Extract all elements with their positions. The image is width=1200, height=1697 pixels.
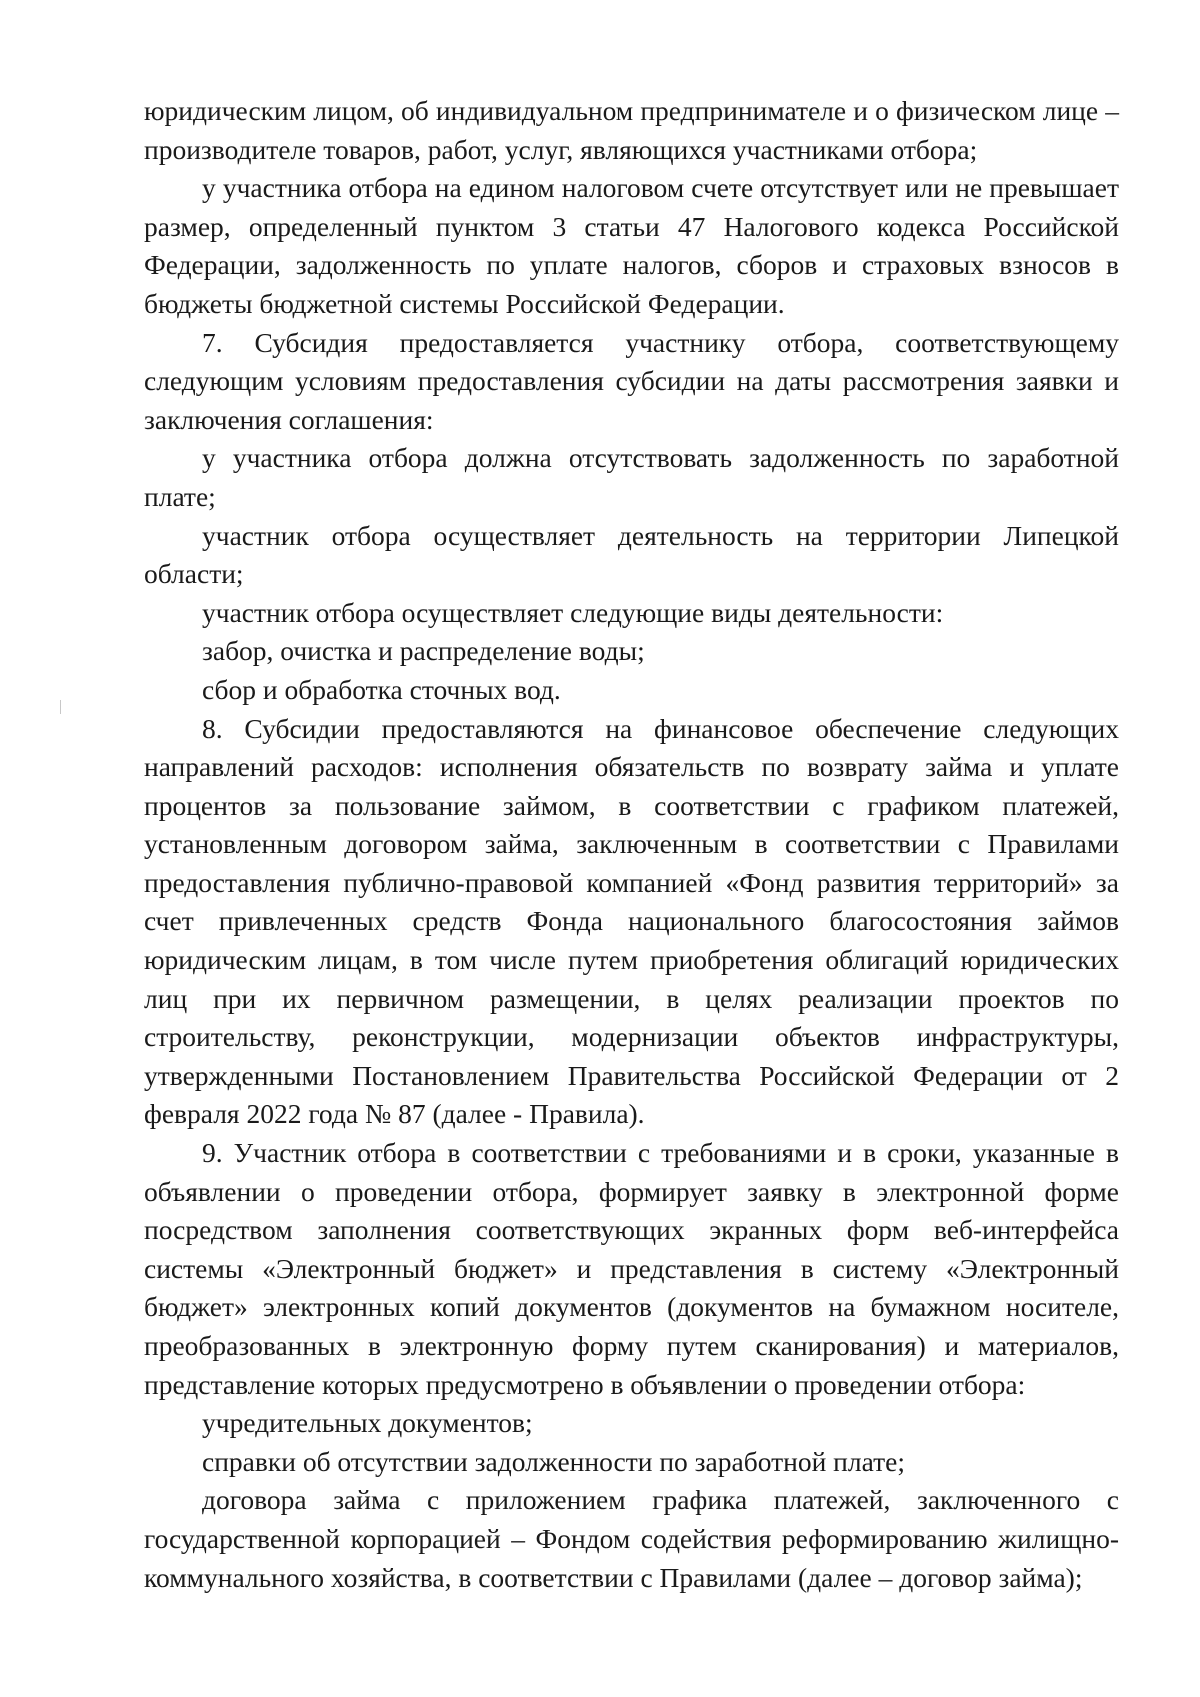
paragraph-wage-debt: у участника отбора должна отсутствовать задолженность по заработной плате; — [144, 442, 1119, 512]
list-item-founding-docs: учредительных документов; — [202, 1407, 533, 1439]
paragraph-tax-debt: у участника отбора на едином налоговом счете отсутствует или не превышает размер, определенный пунктом 3 статьи 47 Налогового кодекса Российской Федерации, задолженность по уплате налогов, сборов и страховых взносов в бюджеты бюджетной системы Российской Федерации. — [144, 172, 1119, 319]
list-item-wage-certificate: справки об отсутствии задолженности по заработной плате; — [202, 1445, 905, 1477]
list-item-water: забор, очистка и распределение воды; — [202, 635, 645, 667]
list-item-loan-agreement: договора займа с приложением графика платежей, заключенного с государственной корпорацией – Фондом содействия реформированию жилищно-коммунального хозяйства, в соответствии с Правилами (далее – договор займа); — [144, 1484, 1119, 1593]
paragraph-item-7: 7. Субсидия предоставляется участнику отбора, соответствующему следующим условиям предоставления субсидии на даты рассмотрения заявки и заключения соглашения: — [144, 326, 1119, 435]
list-item-sewage: сбор и обработка сточных вод. — [202, 673, 561, 705]
paragraph-continuation: юридическим лицом, об индивидуальном предпринимателе и о физическом лице – производителе товаров, работ, услуг, являющихся участниками отбора; — [144, 95, 1119, 165]
paragraph-item-9: 9. Участник отбора в соответствии с требованиями и в сроки, указанные в объявлении о проведении отбора, формирует заявку в электронной форме посредством заполнения соответствующих экранных форм веб-интерфейса системы «Электронный бюджет» и представления в систему «Электронный бюджет» электронных копий документов (документов на бумажном носителе, преобразованных в электронную форму путем сканирования) и материалов, представление которых предусмотрено в объявлении о проведении отбора: — [144, 1137, 1119, 1400]
scan-artifact — [60, 700, 61, 714]
paragraph-territory: участник отбора осуществляет деятельность на территории Липецкой области; — [144, 519, 1119, 590]
document-body — [144, 92, 1119, 1597]
paragraph-activity-types: участник отбора осуществляет следующие виды деятельности: — [202, 596, 944, 628]
paragraph-item-8: 8. Субсидии предоставляются на финансовое обеспечение следующих направлений расходов: исполнения обязательств по возврату займа и уплате процентов за пользование займом, в соответствии с графиком платежей, установленным договором займа, заключенным в соответствии с Правилами предоставления публично-правовой компанией «Фонд развития территорий» за счет привлеченных средств Фонда национального благосостояния займов юридическим лицам, в том числе путем приобретения облигаций юридических лиц при их первичном размещении, в целях реализации проектов по строительству, реконструкции, модернизации объектов инфраструктуры, утвержденными Постановлением Правительства Российской Федерации от 2 февраля 2022 года № 87 (далее - Правила). — [144, 712, 1119, 1130]
